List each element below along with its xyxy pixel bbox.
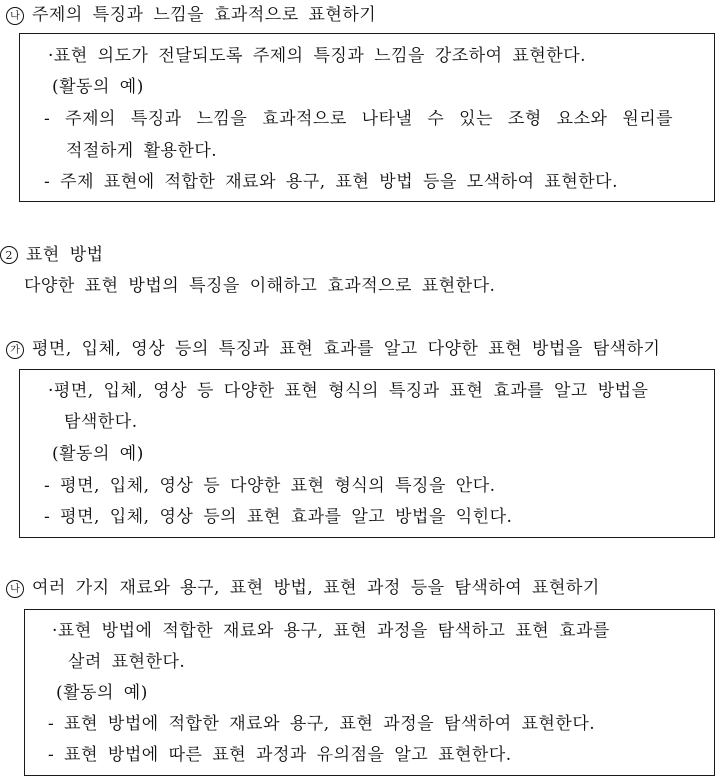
example-item-continued: 적절하게 활용한다.: [66, 141, 218, 161]
example-item: - 주제의 특징과 느낌을 효과적으로 나타낼 수 있는 조형 요소와 원리를: [44, 109, 674, 129]
section-heading: [6, 577, 600, 599]
circled-marker: 나: [6, 580, 24, 598]
box-bullet: ·표현 의도가 전달되도록 주제의 특징과 느낌을 강조하여 표현한다.: [48, 46, 587, 66]
example-item: - 표현 방법에 따른 표현 과정과 유의점을 알고 표현한다.: [48, 745, 512, 765]
example-label: (활동의 예): [56, 683, 148, 703]
section-heading: [0, 244, 104, 266]
heading-text: 평면, 입체, 영상 등의 특징과 표현 효과를 알고 다양한 표현 방법을 탐색하기: [32, 339, 661, 359]
example-label: (활동의 예): [52, 77, 144, 97]
box-bullet-continued: 살려 표현한다.: [68, 652, 186, 672]
example-item: - 평면, 입체, 영상 등의 표현 효과를 알고 방법을 익힌다.: [44, 507, 513, 527]
box-bullet: ·평면, 입체, 영상 등 다양한 표현 형식의 특징과 표현 효과를 알고 방법을: [48, 381, 649, 401]
heading-text: 표현 방법: [26, 245, 104, 265]
section-description: 다양한 표현 방법의 특징을 이해하고 효과적으로 표현한다.: [24, 276, 496, 296]
example-item: - 주제 표현에 적합한 재료와 용구, 표현 방법 등을 모색하여 표현한다.: [44, 172, 618, 192]
example-item: - 표현 방법에 적합한 재료와 용구, 표현 과정을 탐색하여 표현한다.: [48, 714, 596, 734]
section-heading: [6, 4, 376, 26]
box-bullet-continued: 탐색한다.: [64, 412, 138, 432]
section-heading: [6, 338, 660, 360]
heading-text: 여러 가지 재료와 용구, 표현 방법, 표현 과정 등을 탐색하여 표현하기: [32, 578, 600, 598]
circled-marker: 가: [6, 341, 24, 359]
heading-text: 주제의 특징과 느낌을 효과적으로 표현하기: [32, 5, 377, 25]
circled-marker: 나: [6, 7, 24, 25]
example-label: (활동의 예): [52, 444, 144, 464]
box-bullet: ·표현 방법에 적합한 재료와 용구, 표현 과정을 탐색하고 표현 효과를: [52, 621, 610, 641]
circled-number: 2: [0, 246, 18, 264]
example-item: - 평면, 입체, 영상 등 다양한 표현 형식의 특징을 안다.: [44, 476, 496, 496]
